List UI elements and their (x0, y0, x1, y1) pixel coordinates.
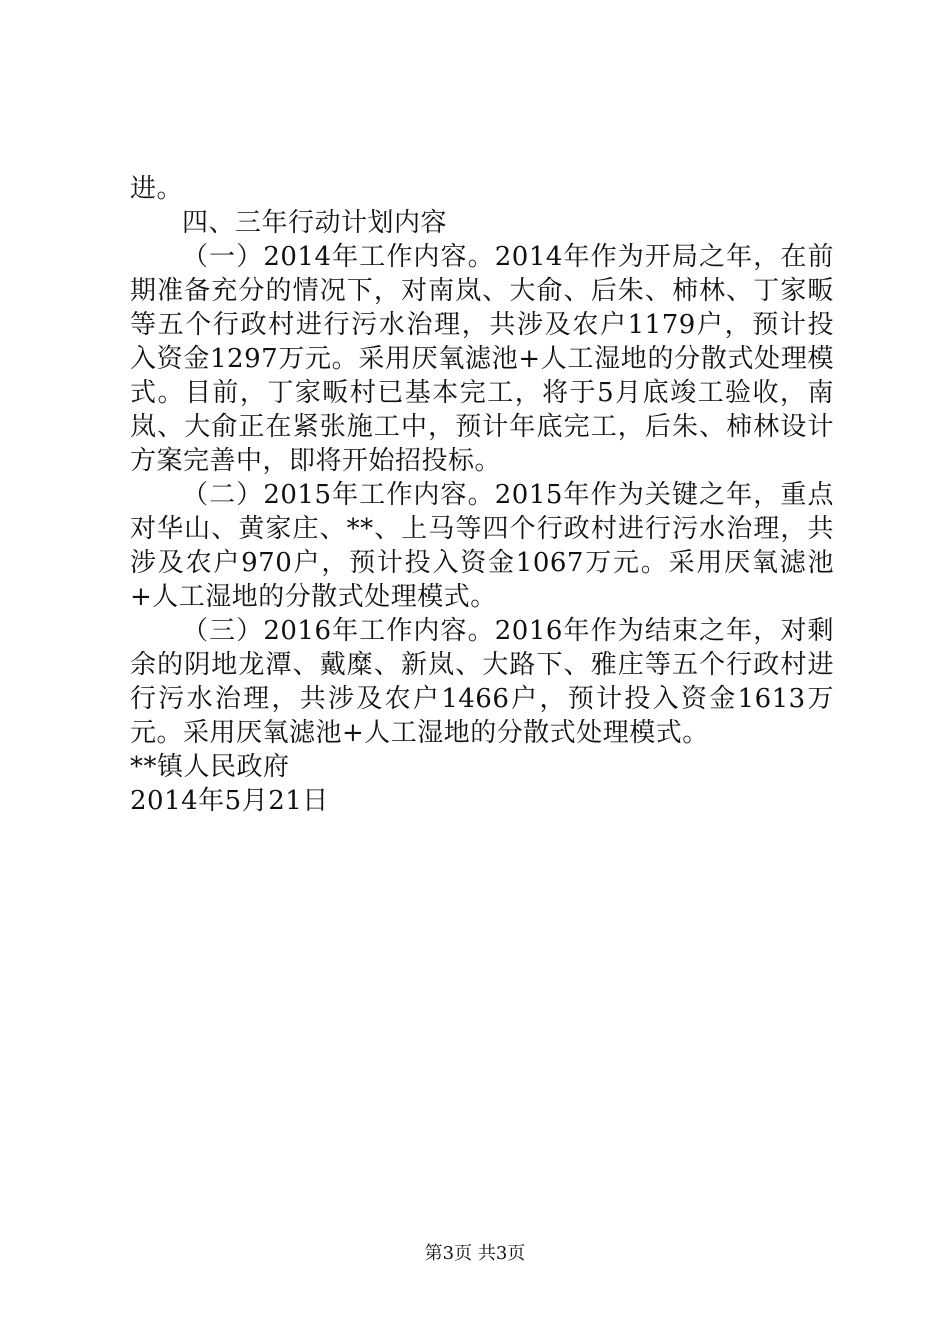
paragraph-2016: （三）2016年工作内容。2016年作为结束之年，对剩余的阴地龙潭、戴糜、新岚、大路下、雅庄等五个行政村进行污水治理，共涉及农户1466户，预计投入资金1613万元。采用厌氧滤池+人工湿地的分散式处理模式。 (130, 616, 834, 748)
signature-date: 2014年5月21日 (130, 786, 329, 816)
signature-organization: **镇人民政府 (130, 752, 290, 782)
page-footer (0, 1242, 950, 1266)
document-body (130, 172, 834, 818)
paragraph-2015: （二）2015年工作内容。2015年作为关键之年，重点对华山、黄家庄、**、上马等四个行政村进行污水治理，共涉及农户970户，预计投入资金1067万元。采用厌氧滤池+人工湿地的分散式处理模式。 (130, 480, 834, 612)
section-heading: 四、三年行动计划内容 (182, 208, 448, 238)
paragraph-continuation: 进。 (130, 174, 184, 204)
paragraph-2014: （一）2014年工作内容。2014年作为开局之年，在前期准备充分的情况下，对南岚、大俞、后朱、柿林、丁家畈等五个行政村进行污水治理，共涉及农户1179户，预计投入资金1297万元。采用厌氧滤池+人工湿地的分散式处理模式。目前，丁家畈村已基本完工，将于5月底竣工验收，南岚、大俞正在紧张施工中，预计年底完工，后朱、柿林设计方案完善中，即将开始招投标。 (130, 242, 834, 476)
page-number: 第3页 共3页 (424, 1243, 526, 1264)
